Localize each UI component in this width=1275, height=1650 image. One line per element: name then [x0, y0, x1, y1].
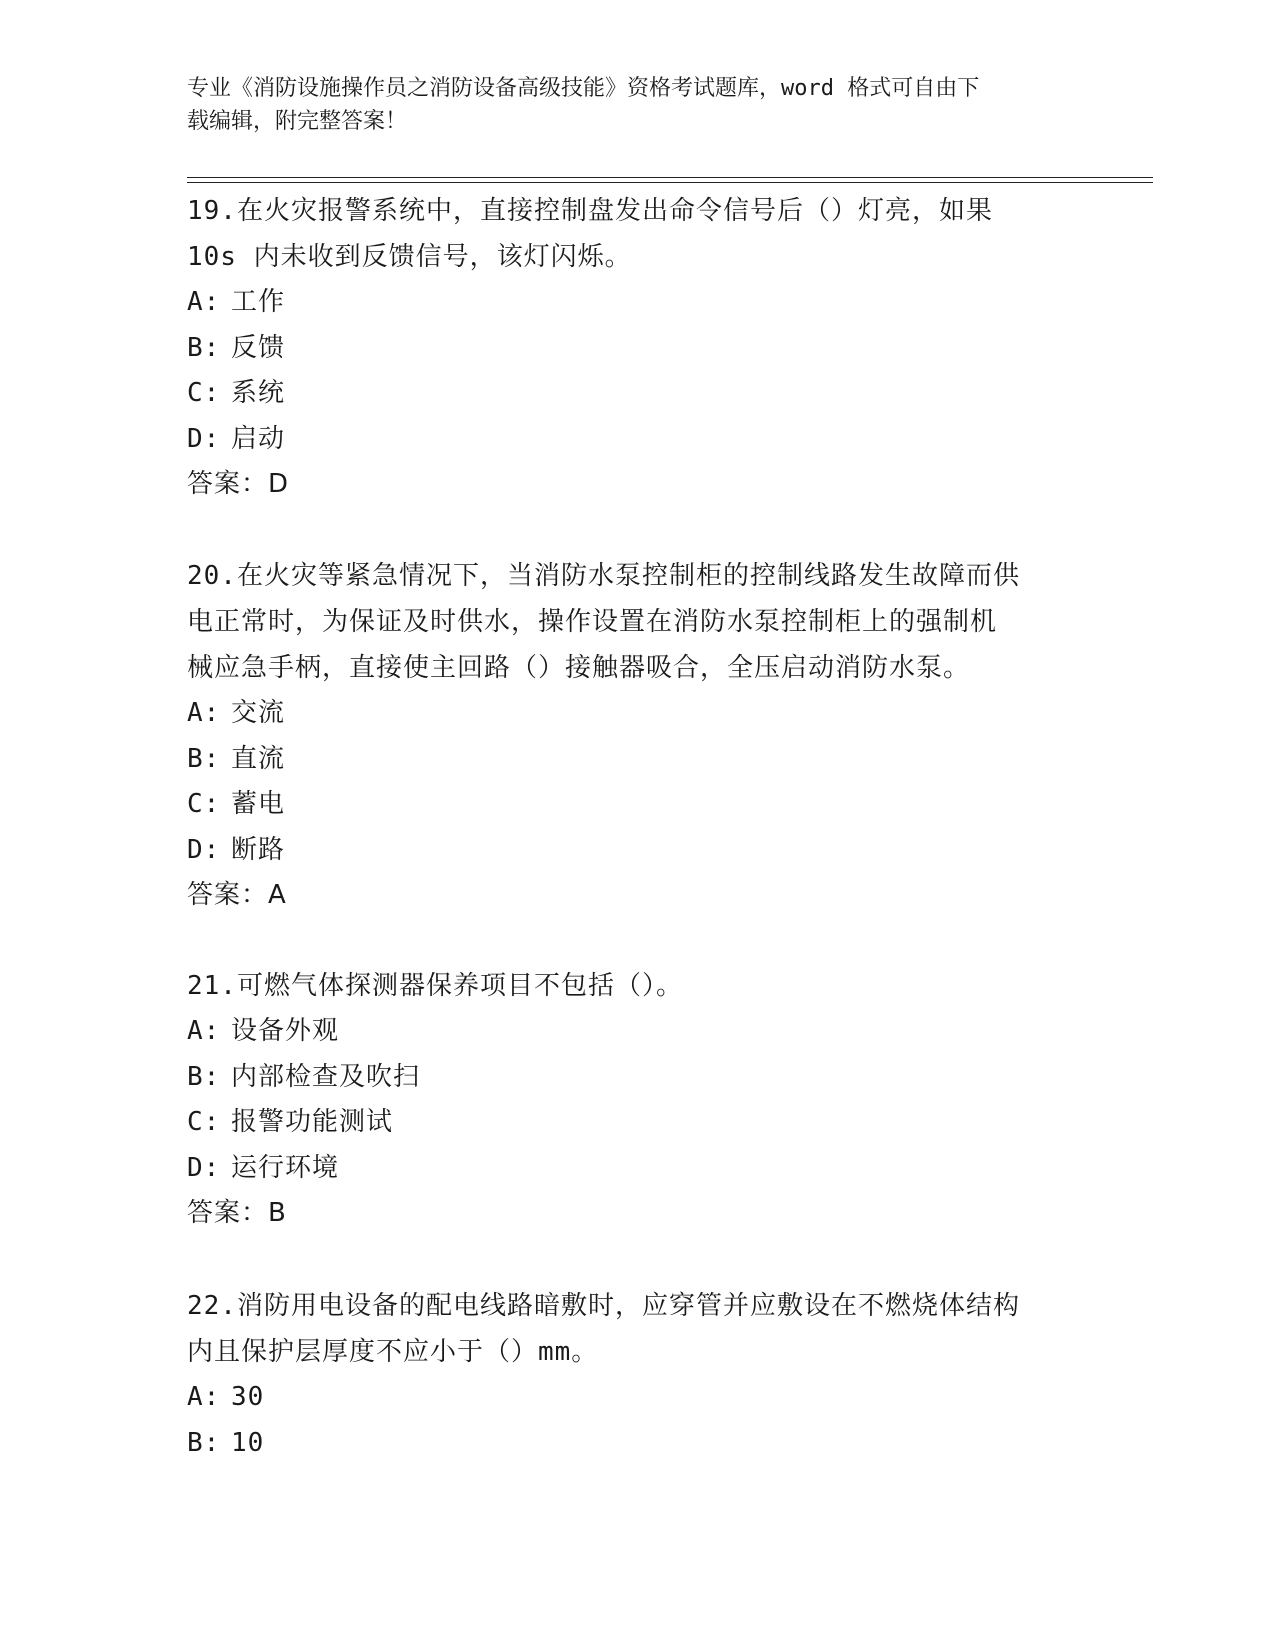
question-text-line: 19.在火灾报警系统中，直接控制盘发出命令信号后（）灯亮，如果 [187, 196, 993, 226]
answer-label: 答案：B [187, 1198, 287, 1228]
option-letter: C: [187, 1107, 221, 1137]
option-letter: A: [187, 287, 221, 317]
option-text: 报警功能测试 [231, 1107, 394, 1137]
option-b [187, 326, 1087, 372]
option-d [187, 828, 1087, 874]
answer-label: 答案：D [187, 469, 290, 499]
option-d [187, 417, 1087, 463]
option-text: 断路 [231, 834, 286, 865]
document-header [187, 72, 1067, 138]
option-letter: B: [187, 743, 221, 774]
option-b [187, 1055, 1087, 1101]
question-text-line: 内且保护层厚度不应小于（）mm。 [187, 1337, 599, 1367]
question-19 [187, 188, 1087, 507]
option-letter: A: [187, 1016, 221, 1046]
option-text: 直流 [231, 743, 286, 774]
option-a [187, 691, 1087, 737]
option-c [187, 782, 1087, 828]
question-text-line: 21.可燃气体探测器保养项目不包括（）。 [187, 971, 683, 1001]
option-text: 启动 [231, 423, 286, 454]
option-c [187, 1100, 1087, 1146]
question-text-line: 22.消防用电设备的配电线路暗敷时，应穿管并应敷设在不燃烧体结构 [187, 1291, 1020, 1321]
option-text: 内部检查及吹扫 [231, 1061, 421, 1092]
option-a [187, 1375, 1087, 1421]
header-line-1: 专业《消防设施操作员之消防设备高级技能》资格考试题库，word 格式可自由下 [187, 76, 980, 101]
option-letter: A: [187, 698, 221, 728]
option-letter: B: [187, 1061, 221, 1092]
question-text-line: 20.在火灾等紧急情况下，当消防水泵控制柜的控制线路发生故障而供 [187, 561, 1020, 591]
option-b [187, 1421, 1087, 1467]
option-text: 交流 [231, 698, 286, 728]
header-divider-top [187, 177, 1153, 178]
question-text-line: 电正常时，为保证及时供水，操作设置在消防水泵控制柜上的强制机 [187, 607, 998, 637]
question-text-line: 械应急手柄，直接使主回路（）接触器吸合，全压启动消防水泵。 [187, 653, 971, 683]
question-22 [187, 1283, 1087, 1466]
option-text: 工作 [231, 287, 286, 317]
option-d [187, 1146, 1087, 1192]
option-c [187, 371, 1087, 417]
option-text: 运行环境 [231, 1152, 340, 1183]
option-a [187, 1009, 1087, 1055]
option-a [187, 280, 1087, 326]
option-letter: C: [187, 378, 221, 408]
header-line-2: 载编辑，附完整答案！ [187, 109, 408, 134]
option-b [187, 737, 1087, 783]
option-letter: B: [187, 332, 221, 363]
option-letter: B: [187, 1427, 221, 1458]
option-text: 反馈 [231, 332, 286, 363]
option-letter: C: [187, 789, 221, 819]
option-text: 设备外观 [231, 1016, 340, 1046]
option-text: 30 [231, 1382, 265, 1412]
option-text: 系统 [231, 378, 286, 408]
option-text: 蓄电 [231, 789, 286, 819]
option-text: 10 [231, 1427, 265, 1458]
option-letter: A: [187, 1382, 221, 1412]
question-text-line: 10s 内未收到反馈信号，该灯闪烁。 [187, 242, 632, 272]
question-20 [187, 553, 1087, 918]
option-letter: D: [187, 423, 221, 454]
answer-label: 答案：A [187, 880, 287, 910]
question-21 [187, 963, 1087, 1236]
header-divider-bottom [187, 182, 1153, 183]
option-letter: D: [187, 1152, 221, 1183]
option-letter: D: [187, 834, 221, 865]
